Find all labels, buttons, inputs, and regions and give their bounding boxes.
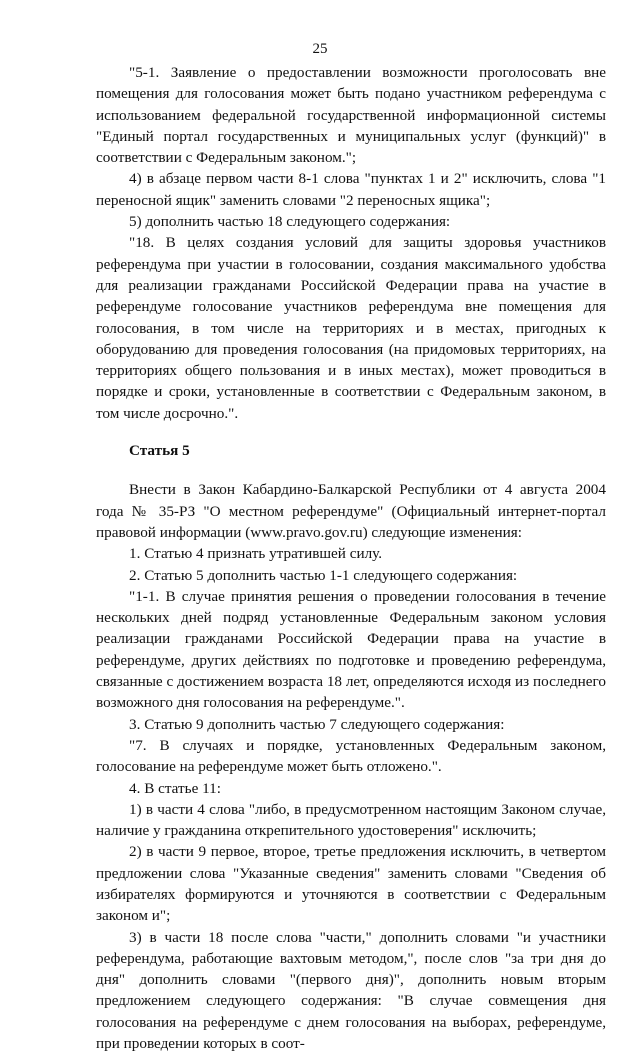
article-heading: Статья 5 xyxy=(129,442,190,460)
paragraph: 1. Статью 4 признать утратившей силу. xyxy=(129,545,383,563)
page-number: 25 xyxy=(312,41,328,57)
paragraph: 3) в части 18 после слова "части," дополнить словами "и участники референдума, работающие вахтовым методом,", после слов "за три дня до дня" дополнить словами "(первого дня)", дополнить новым вторым предложением следующего содержания: "В случае совмещения дня голосования на референдуме с днем голосования на выборах, референдуме, при проведении которых в соот- xyxy=(96,928,606,1053)
paragraph: 2. Статью 5 дополнить частью 1-1 следующего содержания: xyxy=(129,566,518,584)
paragraph: "7. В случаях и порядке, установленных Федеральным законом, голосование на референдуме может быть отложено.". xyxy=(96,736,606,776)
paragraph: "5-1. Заявление о предоставлении возможности проголосовать вне помещения для голосования может быть подано участником референдума с использованием федеральной государственной информационной системы "Единый портал государственных и муниципальных услуг (функций)" в соответствии с Федеральным законом."; xyxy=(96,64,606,167)
paragraph: 4. В статье 11: xyxy=(129,779,221,797)
paragraph: 3. Статью 9 дополнить частью 7 следующего содержания: xyxy=(129,715,505,733)
paragraph: "1-1. В случае принятия решения о проведении голосования в течение нескольких дней подряд установленные Федеральным законом условия реализации гражданами Российской Федерации права на участие в референдуме, других действиях по подготовке и проведению референдума, связанные с достижением возраста 18 лет, определяются исходя из последнего возможного дня голосования на референдуме.". xyxy=(96,587,606,712)
document-body xyxy=(96,62,606,1054)
paragraph: 5) дополнить частью 18 следующего содержания: xyxy=(129,213,451,231)
paragraph: 4) в абзаце первом части 8-1 слова "пунктах 1 и 2" исключить, слова "1 переносной ящик" заменить словами "2 переносных ящика"; xyxy=(96,170,606,209)
paragraph: Внести в Закон Кабардино-Балкарской Республики от 4 августа 2004 года № 35-РЗ "О местном референдуме" (Официальный интернет-портал правовой информации (www.pravo.gov.ru) следующие изменения: xyxy=(96,481,606,541)
paragraph: "18. В целях создания условий для защиты здоровья участников референдума при участии в голосовании, создания максимального удобства для реализации гражданами Российской Федерации права на участие в референдуме голосование участников референдума вне помещения для голосования, в том числе на территориях и в местах, пригодных к оборудованию для проведения голосования (на придомовых территориях, на территориях общего пользования и в иных местах), может проводиться в порядке и сроки, установленные в соответствии с Федеральным законом, в том числе досрочно.". xyxy=(96,234,606,422)
paragraph: 2) в части 9 первое, второе, третье предложения исключить, в четвертом предложении слова "Указанные сведения" заменить словами "Сведения об избирателях формируются и уточняются в соответствии с Федеральным законом и"; xyxy=(96,843,606,925)
paragraph: 1) в части 4 слова "либо, в предусмотренном настоящим Законом случае, наличие у гражданина открепительного удостоверения" исключить; xyxy=(96,800,606,840)
